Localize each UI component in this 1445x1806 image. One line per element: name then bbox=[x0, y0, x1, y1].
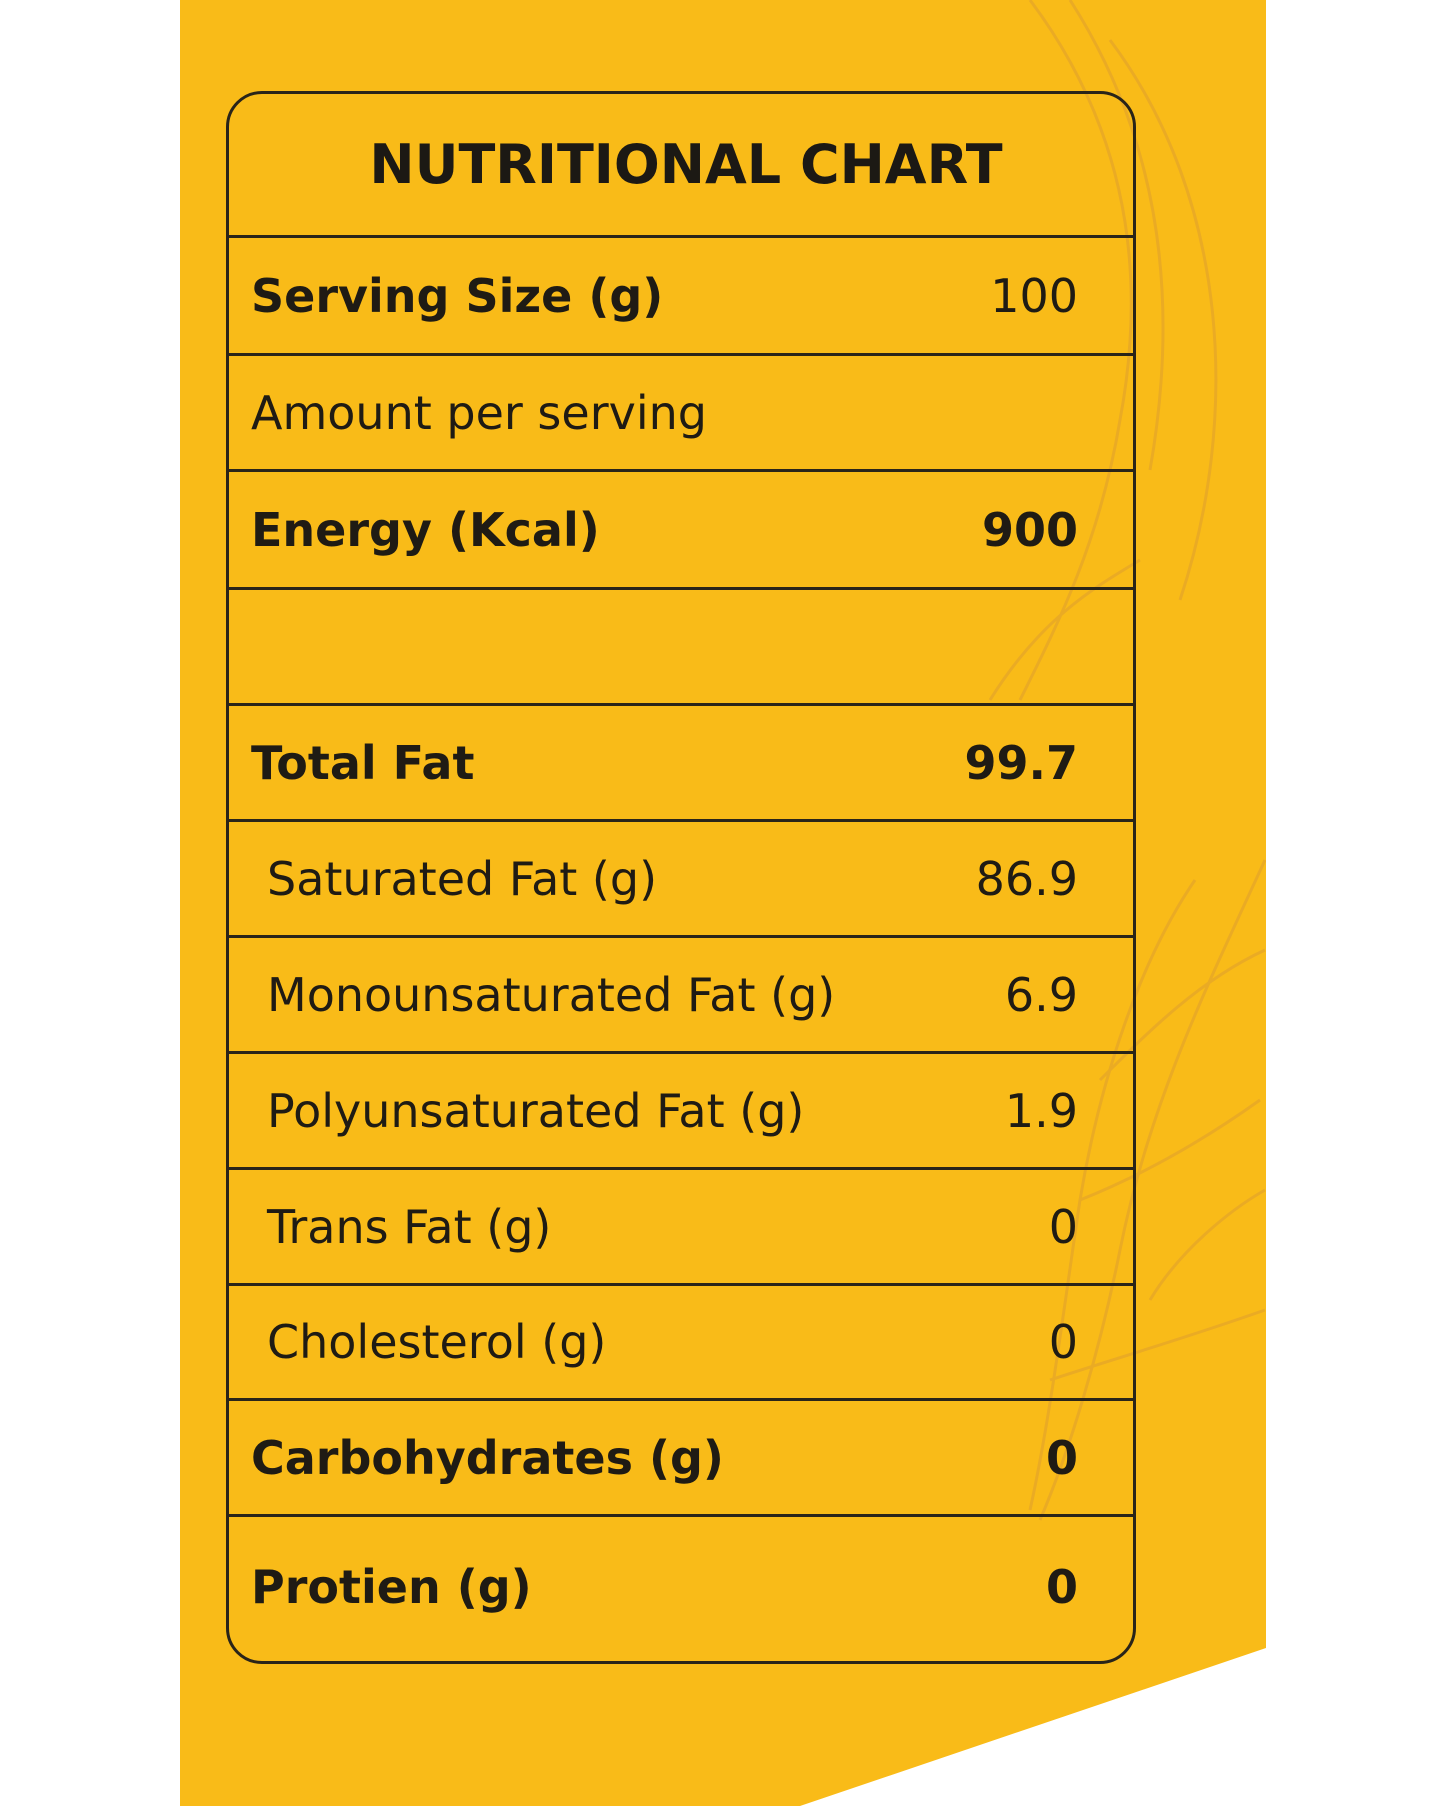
row-polyunsaturated-fat bbox=[229, 1054, 1133, 1170]
row-blank bbox=[229, 590, 1133, 706]
row-cholesterol bbox=[229, 1286, 1133, 1401]
row-value: 100 bbox=[990, 268, 1078, 323]
row-monounsaturated-fat bbox=[229, 938, 1133, 1054]
row-serving-size bbox=[229, 238, 1133, 356]
row-value: 86.9 bbox=[975, 851, 1078, 906]
row-value: 0 bbox=[1045, 1560, 1078, 1614]
row-value: 0 bbox=[1048, 1315, 1078, 1369]
row-value: 1.9 bbox=[1004, 1083, 1078, 1138]
row-label: Carbohydrates (g) bbox=[251, 1430, 724, 1485]
row-label: Total Fat bbox=[251, 735, 475, 790]
row-label: Energy (Kcal) bbox=[251, 502, 600, 557]
row-trans-fat bbox=[229, 1170, 1133, 1286]
nutrition-card bbox=[226, 91, 1136, 1664]
row-value: 6.9 bbox=[1004, 967, 1078, 1022]
row-protien bbox=[229, 1517, 1133, 1657]
row-energy bbox=[229, 472, 1133, 590]
row-label: Serving Size (g) bbox=[251, 268, 664, 323]
row-value: 0 bbox=[1045, 1430, 1078, 1485]
row-saturated-fat bbox=[229, 822, 1133, 938]
row-value: 99.7 bbox=[964, 735, 1078, 790]
row-label: Cholesterol (g) bbox=[267, 1315, 607, 1369]
row-label: Protien (g) bbox=[251, 1560, 532, 1614]
row-label: Monounsaturated Fat (g) bbox=[267, 967, 836, 1022]
row-label: Saturated Fat (g) bbox=[267, 851, 658, 906]
row-label: Polyunsaturated Fat (g) bbox=[267, 1083, 805, 1138]
card-title: NUTRITIONAL CHART bbox=[229, 94, 1133, 238]
row-total-fat bbox=[229, 706, 1133, 822]
row-carbohydrates bbox=[229, 1401, 1133, 1517]
row-amount-per-serving bbox=[229, 356, 1133, 472]
row-value: 900 bbox=[981, 502, 1078, 557]
row-label: Trans Fat (g) bbox=[267, 1199, 552, 1254]
row-label: Amount per serving bbox=[251, 385, 707, 440]
row-value: 0 bbox=[1048, 1199, 1078, 1254]
